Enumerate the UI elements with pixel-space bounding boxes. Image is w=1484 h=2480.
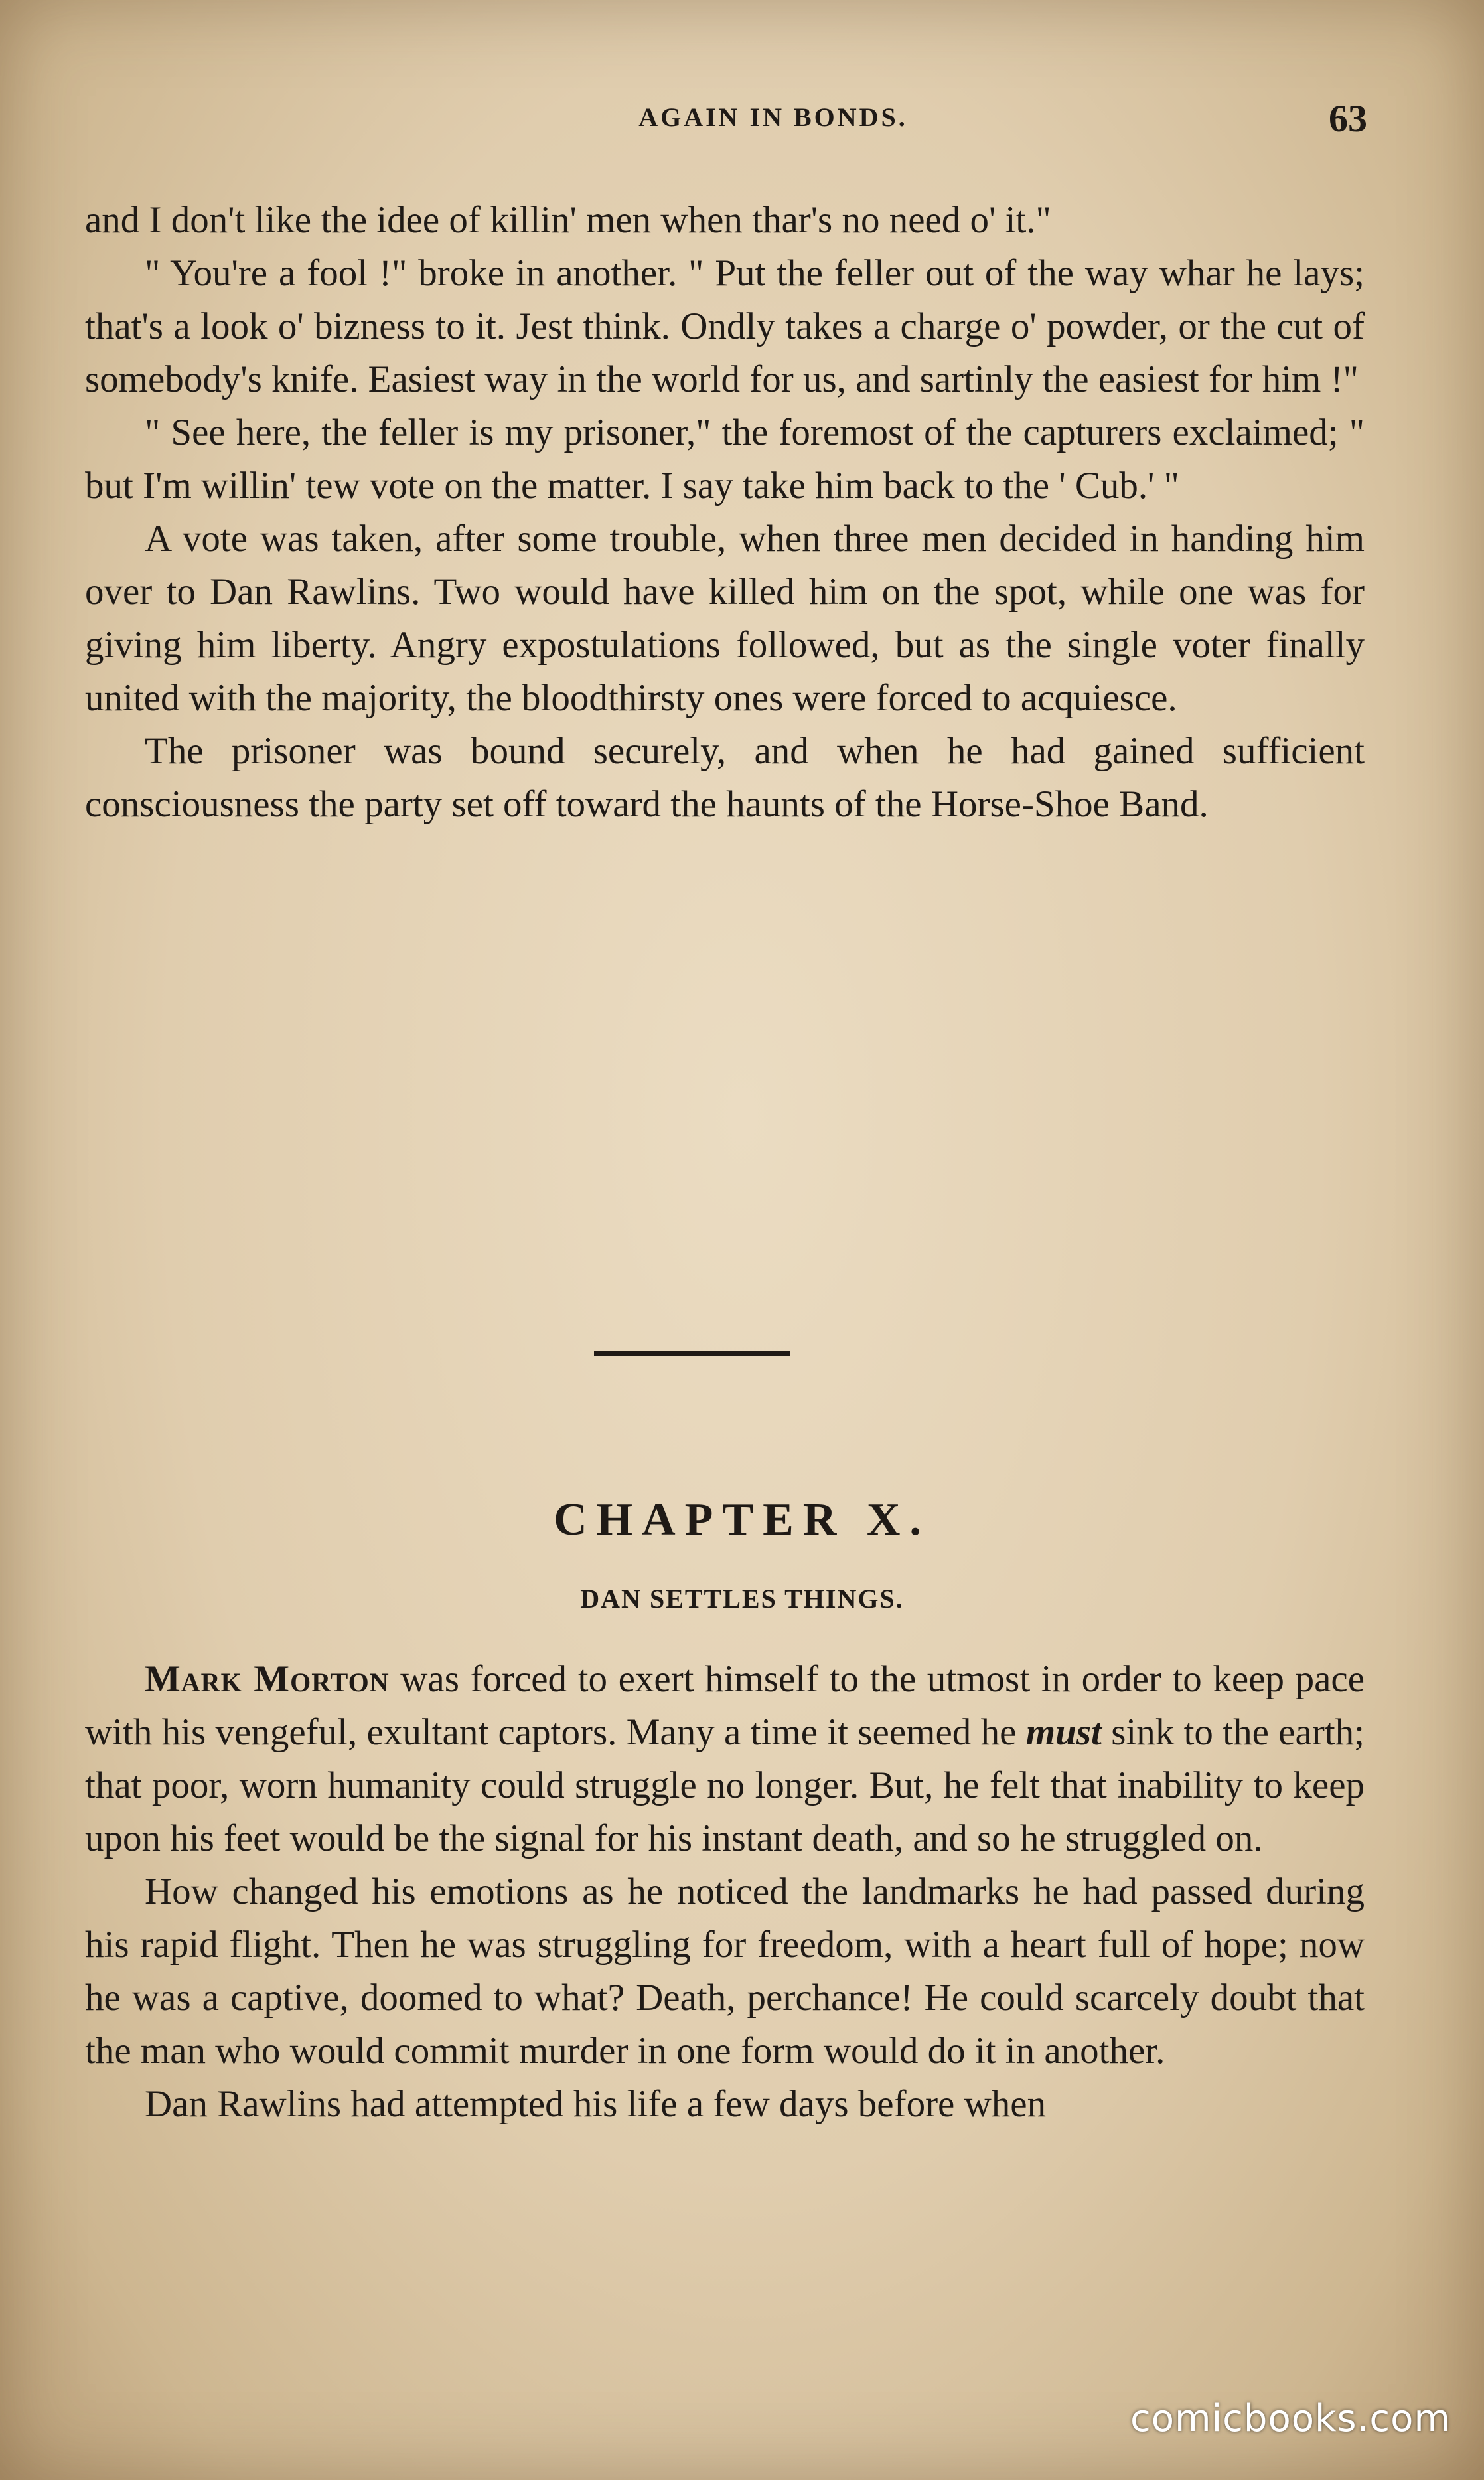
text-run: sink to the earth; that poor, worn humanity could struggle no longer. But, he felt that inability to keep upon his feet would be the signal for his instant death, and so he struggled on. xyxy=(85,1711,1365,1859)
chapter-subtitle: DAN SETTLES THINGS. xyxy=(580,1584,904,1614)
running-head xyxy=(86,96,1380,140)
running-title: AGAIN IN BONDS. xyxy=(638,102,908,132)
chapter-heading: CHAPTER X. xyxy=(554,1494,930,1545)
paragraph: The prisoner was bound securely, and when he had gained sufficient consciousness the party set off toward the haunts of the Horse-Shoe Band. xyxy=(85,730,1365,825)
continued-text xyxy=(85,194,1365,831)
paragraph: How changed his emotions as he noticed the landmarks he had passed during his rapid flight. Then he was struggling for freedom, with a heart full of hope; now he was a captive, doomed to what? Death, perchance! He could scarcely doubt that the man who would commit murder in one form would do it in another. xyxy=(85,1871,1365,2072)
paragraph: " You're a fool !" broke in another. " Put the feller out of the way whar he lays; that's a look o' bizness to it. Jest think. Ondly takes a charge o' powder, or the cut of somebody's knife. Easiest way in the world for us, and sartinly the easiest for him !" xyxy=(85,252,1365,400)
paragraph: A vote was taken, after some trouble, when three men decided in handing him over to Dan Rawlins. Two would have killed him on the spot, while one was for giving him liberty. Angry expostulations followed, but as the single voter finally united with the majority, the bloodthirsty ones were forced to acquiesce. xyxy=(85,518,1365,719)
text-run: was forced to exert himself to the utmost in order to keep pace with his vengeful, exultant captors. Many a time it seemed he xyxy=(85,1658,1365,1753)
paragraph: Dan Rawlins had attempted his life a few days before when xyxy=(145,2083,1047,2125)
page-number: 63 xyxy=(1329,97,1367,140)
paragraph: " See here, the feller is my prisoner," the foremost of the capturers exclaimed; " but I'm willin' tew vote on the matter. I say take him back to the ' Cub.' " xyxy=(85,412,1365,506)
paragraph: and I don't like the idee of killin' men when thar's no need o' it." xyxy=(85,199,1051,241)
chapter-text xyxy=(85,1653,1365,2131)
watermark-logo: comicbooks.com xyxy=(1130,2397,1451,2440)
emphasis: must xyxy=(1025,1711,1102,1753)
paragraph xyxy=(85,1653,1365,1865)
opening-name: Mark Morton xyxy=(145,1658,390,1700)
section-divider-rule xyxy=(594,1351,790,1356)
